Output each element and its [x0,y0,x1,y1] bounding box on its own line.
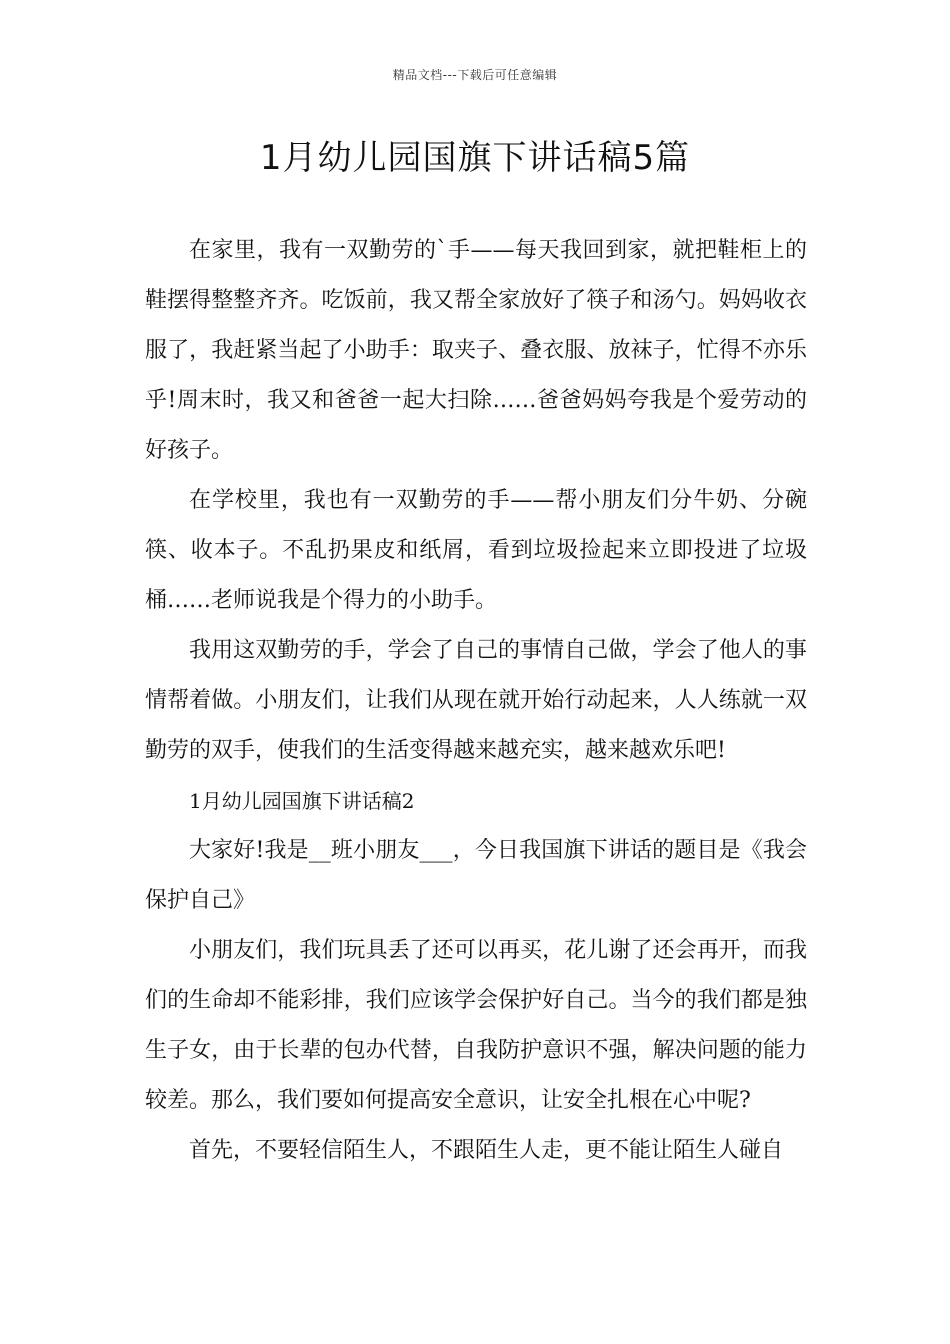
section-2-paragraph-2: 小朋友们，我们玩具丢了还可以再买，花儿谢了还会再开，而我们的生命却不能彩排，我们应该学会保护好自己。当今的我们都是独生子女，由于长辈的包办代替，自我防护意识不强，解决问题的能力较差。那么，我们要如何提高安全意识，让安全扎根在心中呢? [145,938,807,1113]
section-2-paragraph-1: 大家好!我是__班小朋友___，今日我国旗下讲话的题目是《我会保护自己》 [145,838,807,913]
header-note: 精品文档---下载后可任意编辑 [392,68,558,82]
paragraph-2: 在学校里，我也有一双勤劳的手——帮小朋友们分牛奶、分碗筷、收本子。不乱扔果皮和纸屑，看到垃圾捡起来立即投进了垃圾桶……老师说我是个得力的小助手。 [145,488,807,613]
document-title: 1月幼儿园国旗下讲话稿5篇 [259,138,691,178]
paragraph-3: 我用这双勤劳的手，学会了自己的事情自己做，学会了他人的事情帮着做。小朋友们，让我们从现在就开始行动起来，人人练就一双勤劳的双手，使我们的生活变得越来越充实，越来越欢乐吧! [145,638,807,763]
section-2-paragraph-3: 首先，不要轻信陌生人，不跟陌生人走，更不能让陌生人碰自 [189,1138,784,1163]
document-body [145,226,807,1176]
paragraph-1: 在家里，我有一双勤劳的`手——每天我回到家，就把鞋柜上的鞋摆得整整齐齐。吃饭前，我又帮全家放好了筷子和汤勺。妈妈收衣服了，我赶紧当起了小助手：取夹子、叠衣服、放袜子，忙得不亦乐乎!周末时，我又和爸爸一起大扫除……爸爸妈妈夸我是个爱劳动的好孩子。 [145,238,807,463]
section-2-heading: 1月幼儿园国旗下讲话稿2 [189,789,415,813]
